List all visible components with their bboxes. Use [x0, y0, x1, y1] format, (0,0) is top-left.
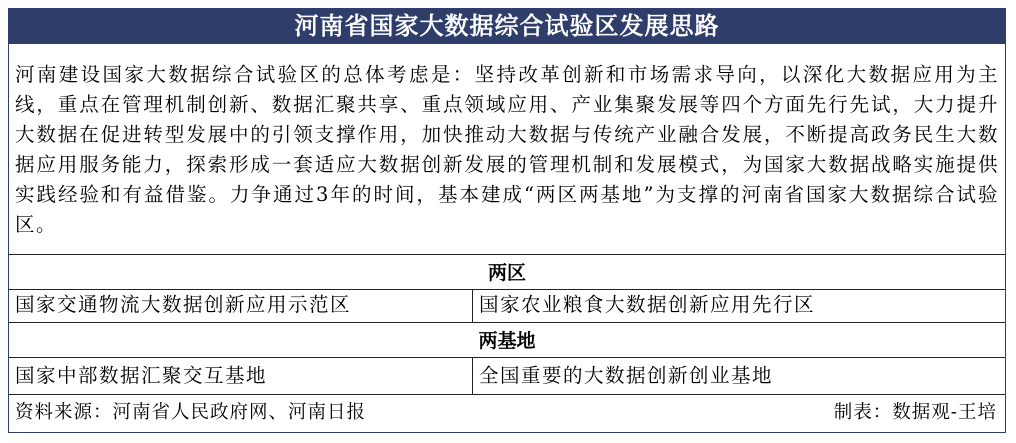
- source-note: 资料来源：河南省人民政府网、河南日报: [15, 402, 367, 423]
- section-heading-two-bases: 两基地: [478, 330, 536, 352]
- divider: [9, 254, 1005, 255]
- divider: [9, 322, 1005, 323]
- divider: [9, 394, 1005, 395]
- section-heading-two-zones: 两区: [487, 262, 526, 284]
- zone-item-transport: 国家交通物流大数据创新应用示范区: [15, 293, 352, 316]
- base-item-innovation: 全国重要的大数据创新创业基地: [479, 364, 774, 387]
- zone-item-agriculture: 国家农业粮食大数据创新应用先行区: [479, 293, 816, 316]
- author-credit: 制表：数据观-王培: [833, 402, 997, 423]
- divider: [9, 357, 1005, 358]
- intro-paragraph: 河南建设国家大数据综合试验区的总体考虑是：坚持改革创新和市场需求导向，以深化大数据应用为主线，重点在管理机制创新、数据汇聚共享、重点领域应用、产业集聚发展等四个方面先行先试，大力提升大数据在促进转型发展中的引领支撑作用，加快推动大数据与传统产业融合发展，不断提高政务民生大数据应用服务能力，探索形成一套适应大数据创新发展的管理机制和发展模式，为国家大数据战略实施提供实践经验和有益借鉴。力争通过3年的时间，基本建成“两区两基地”为支撑的河南省国家大数据综合试验区。: [15, 63, 999, 236]
- column-divider: [472, 289, 473, 322]
- table-frame: [8, 8, 1006, 433]
- column-divider: [472, 357, 473, 394]
- base-item-central-data: 国家中部数据汇聚交互基地: [15, 364, 268, 387]
- table-title: 河南省国家大数据综合试验区发展思路: [9, 9, 1005, 44]
